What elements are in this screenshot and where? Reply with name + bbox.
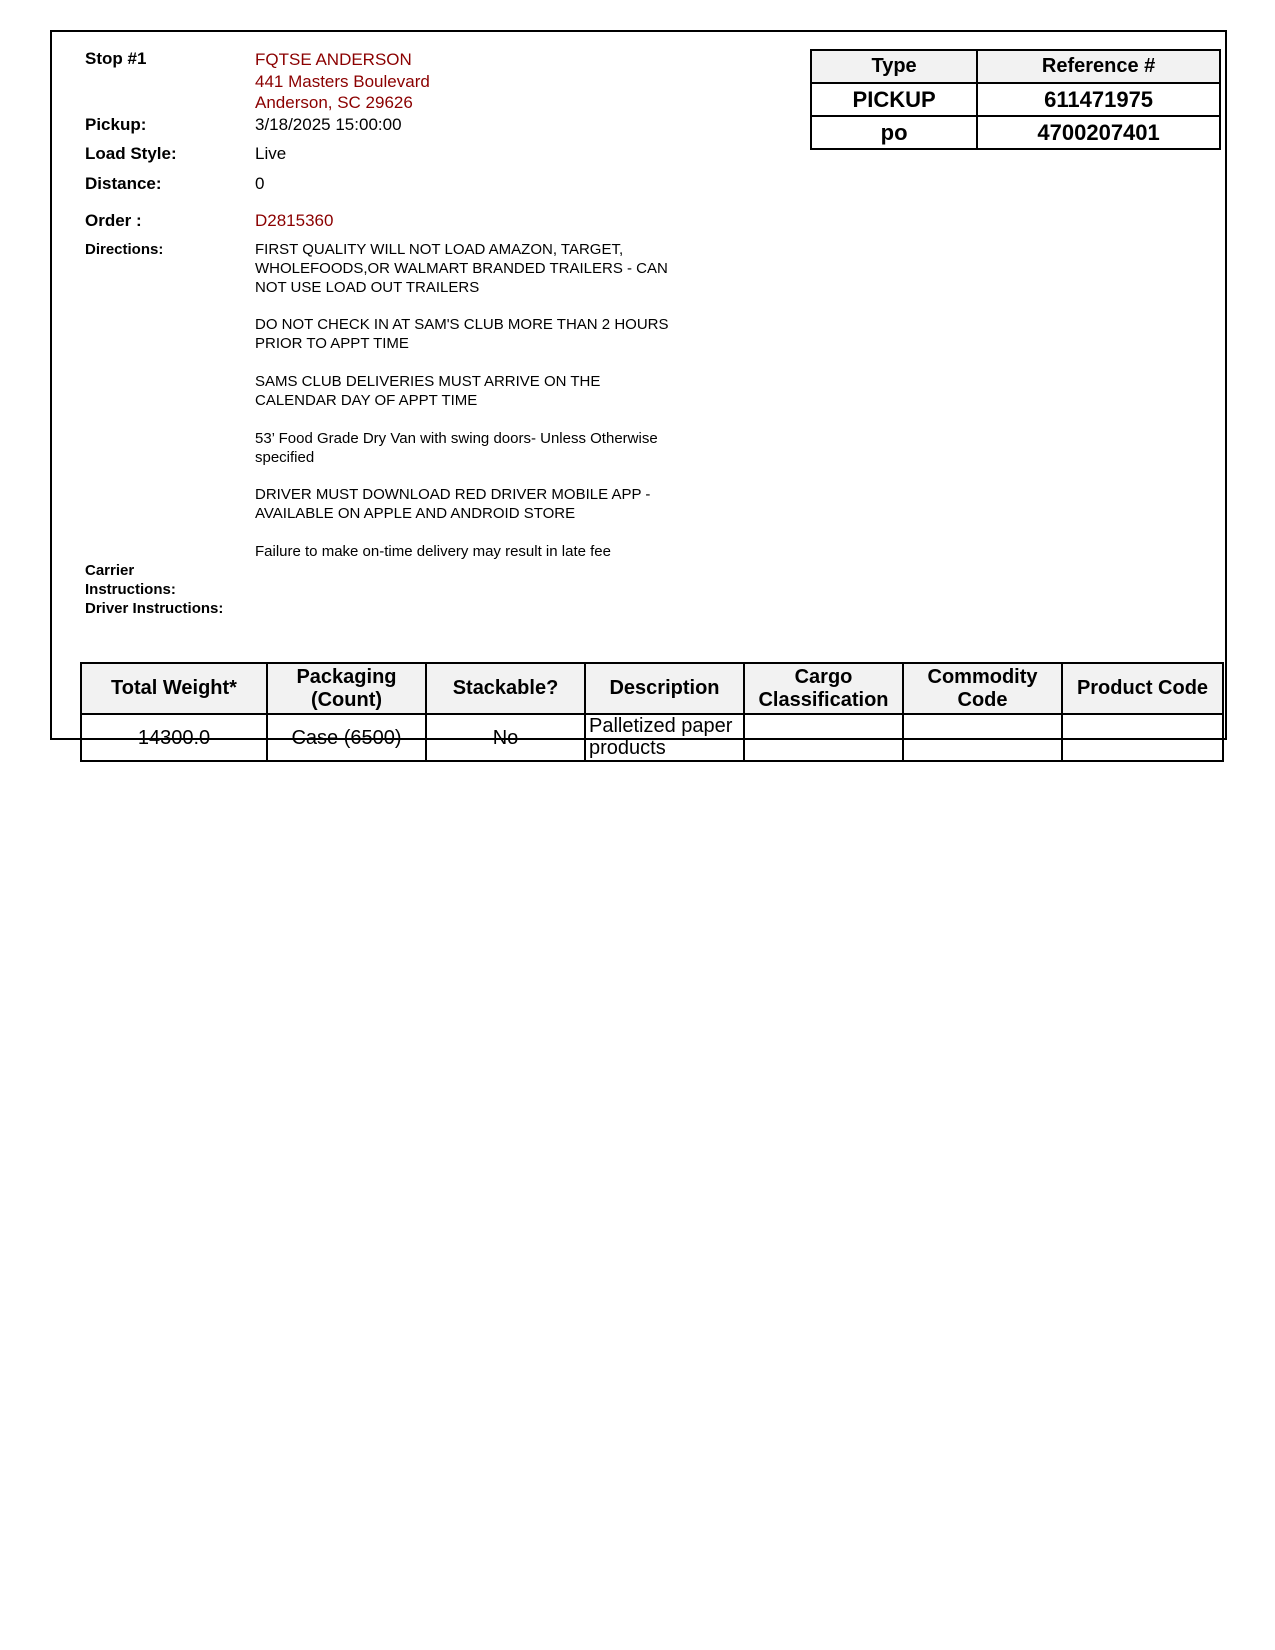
type-header: Type: [811, 50, 977, 83]
cargo-table-header: [81, 663, 1223, 714]
pickup-value: 3/18/2025 15:00:00: [255, 115, 402, 134]
directions-paragraph-2: DO NOT CHECK IN AT SAM'S CLUB MORE THAN 2 HOURS PRIOR TO APPT TIME: [255, 316, 669, 352]
load-style-label: Load Style:: [85, 144, 177, 163]
reference-table: [810, 49, 1221, 150]
pickup-label: Pickup:: [85, 115, 147, 134]
order-number: D2815360: [255, 211, 334, 230]
directions-paragraph-6: Failure to make on-time delivery may result in late fee: [255, 543, 611, 560]
stop-address-line1: 441 Masters Boulevard: [255, 72, 430, 91]
total-weight-header: Total Weight*: [81, 663, 267, 714]
stop-label: Stop #1: [85, 49, 147, 68]
packaging-header: Packaging (Count): [267, 663, 426, 714]
stackable-header: Stackable?: [426, 663, 585, 714]
product-code-cell: [1062, 714, 1223, 761]
total-weight-cell: 14300.0: [81, 714, 267, 761]
packaging-cell: Case (6500): [267, 714, 426, 761]
table-row: [811, 116, 1220, 149]
distance-value: 0: [255, 174, 265, 193]
table-row: [81, 714, 1223, 761]
distance-label: Distance:: [85, 174, 162, 193]
commodity-code-header: Commodity Code: [903, 663, 1062, 714]
product-code-header: Product Code: [1062, 663, 1223, 714]
order-label: Order :: [85, 211, 142, 230]
carrier-instructions-label-line1: Carrier: [85, 562, 135, 579]
cargo-classification-header: Cargo Classification: [744, 663, 903, 714]
driver-instructions-label: Driver Instructions:: [85, 600, 224, 617]
commodity-code-cell: [903, 714, 1062, 761]
reference-type-cell: PICKUP: [811, 83, 977, 116]
cargo-table: [80, 662, 1224, 762]
stackable-cell: No: [426, 714, 585, 761]
reference-number-header: Reference #: [977, 50, 1220, 83]
directions-paragraph-5: DRIVER MUST DOWNLOAD RED DRIVER MOBILE APP - AVAILABLE ON APPLE AND ANDROID STORE: [255, 486, 651, 522]
reference-number-cell: 4700207401: [977, 116, 1220, 149]
reference-number-cell: 611471975: [977, 83, 1220, 116]
cargo-classification-cell: [744, 714, 903, 761]
carrier-instructions-label-line2: Instructions:: [85, 581, 176, 598]
stop-address-line2: Anderson, SC 29626: [255, 93, 413, 112]
load-style-value: Live: [255, 144, 287, 163]
reference-type-cell: po: [811, 116, 977, 149]
description-cell: Palletized paper products: [585, 714, 744, 761]
directions-paragraph-3: SAMS CLUB DELIVERIES MUST ARRIVE ON THE CALENDAR DAY OF APPT TIME: [255, 373, 601, 409]
description-header: Description: [585, 663, 744, 714]
table-row: [811, 83, 1220, 116]
directions-paragraph-1: FIRST QUALITY WILL NOT LOAD AMAZON, TARGET, WHOLEFOODS,OR WALMART BRANDED TRAILERS - CAN NOT USE LOAD OUT TRAILERS: [255, 241, 668, 296]
directions-paragraph-4: 53’ Food Grade Dry Van with swing doors- Unless Otherwise specified: [255, 430, 658, 466]
stop-name: FQTSE ANDERSON: [255, 50, 412, 69]
directions-label: Directions:: [85, 241, 164, 258]
reference-table-header: [811, 50, 1220, 83]
